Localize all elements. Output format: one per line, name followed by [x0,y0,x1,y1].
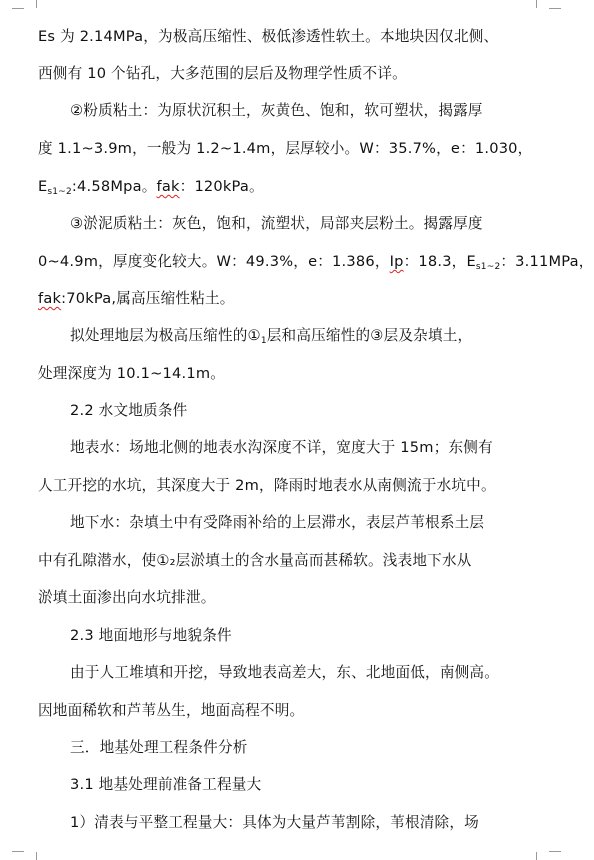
paragraph-line: 处理深度为 10.1~14.1m。 [38,365,226,382]
paragraph-line: $E_{s1\sim 2}:4.58Mpa$。fak：120kPa。 [38,178,264,197]
paragraph-line: Es 为 2.14MPa，为极高压缩性、极低渗透性软土。本地块因仅北侧、 [38,28,499,45]
crop-mark [536,852,549,860]
paragraph-line: 度 1.1~3.9m，一般为 1.2~1.4m，层厚较小。W：35.7%，e：1.030， [38,140,533,157]
crop-mark [12,8,24,9]
chapter-heading: 三．地基处理工程条件分析 [70,739,248,756]
paragraph-line: 人工开挖的水坑，其深度大于 2m，降雨时地表水从南侧流于水坑中。 [38,477,496,494]
paragraph-line: 地表水：场地北侧的地表水沟深度不详，宽度大于 15m；东侧有 [70,439,493,456]
section-heading: 2.3 地面地形与地貌条件 [70,627,232,644]
section-heading: 3.1 地基处理前准备工程量大 [70,776,262,793]
paragraph-line: 1）清表与平整工程量大：具体为大量芦苇割除，苇根清除，场 [70,814,479,831]
section-heading: 2.2 水文地质条件 [70,402,188,419]
paragraph-line: 由于人工堆填和开挖，导致地表高差大，东、北地面低，南侧高。 [70,664,500,681]
crop-mark [12,851,24,852]
paragraph-line: fak:70kPa,属高压缩性粘土。 [38,290,235,307]
paragraph-line: ②粉质粘土：为原状沉积土，灰黄色、饱和，软可塑状，揭露厚 [70,102,483,119]
paragraph-line: 地下水：杂填土中有受降雨补给的上层滞水，表层芦苇根系土层 [70,514,485,531]
paragraph-line: 0~4.9m，厚度变化较大。W：49.3%，e：1.386，Ip：18.3，$E_{s1\sim 2}$：3.11MPa， [38,253,594,272]
paragraph-line: 西侧有 10 个钻孔，大多范围的层后及物理学性质不详。 [38,65,407,82]
crop-mark [549,8,561,9]
paragraph-line: 因地面稀软和芦苇丛生，地面高程不明。 [38,702,305,719]
crop-mark [536,0,549,8]
paragraph-line: 拟处理地层为极高压缩性的$①_1$层和高压缩性的③层及杂填土， [70,327,473,346]
crop-mark [24,852,37,860]
paragraph-line: ③淤泥质粘土：灰色，饱和，流塑状，局部夹层粉土。揭露厚度 [70,215,483,232]
paragraph-line: 淤填土面渗出向水坑排泄。 [38,589,216,606]
crop-mark [24,0,37,8]
paragraph-line: 中有孔隙潜水，使①₂层淤填土的含水量高而甚稀软。浅表地下水从 [38,552,472,569]
crop-mark [549,851,561,852]
